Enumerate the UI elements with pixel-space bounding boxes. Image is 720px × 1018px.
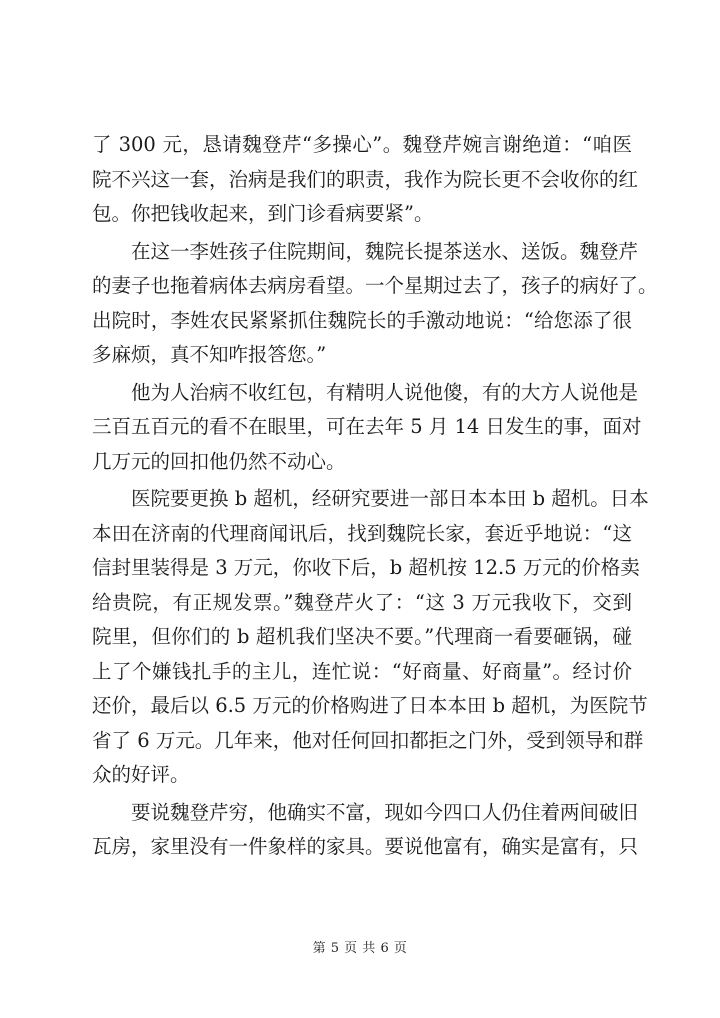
text-line: 在这一李姓孩子住院期间，魏院长提茶送水、送饭。魏登芹	[131, 239, 639, 263]
text-line: 省了 6 万元。几年来，他对任何回扣都拒之门外，受到领导和群	[92, 728, 644, 752]
text-line: 出院时，李姓农民紧紧抓住魏院长的手激动地说：“给您添了很	[92, 308, 632, 332]
text-line: 给贵院，有正规发票。”魏登芹火了：“这 3 万元我收下，交到	[92, 590, 632, 614]
text-line: 了 300 元，恳请魏登芹“多操心”。魏登芹婉言谢绝道：“咱医	[92, 133, 632, 156]
text-line: 信封里装得是 3 万元，你收下后，b 超机按 12.5 万元的价格卖	[92, 556, 640, 579]
text-line: 院里，但你们的 b 超机我们坚决不要。”代理商一看要砸锅，碰	[92, 625, 632, 648]
text-line: 几万元的回扣他仍然不动心。	[92, 449, 346, 473]
paragraph-3	[92, 376, 642, 480]
text-line: 的妻子也拖着病体去病房看望。一个星期过去了，孩子的病好了。	[92, 274, 658, 297]
text-line: 瓦房，家里没有一件象样的家具。要说他富有，确实是富有，只	[92, 835, 639, 858]
text-line: 众的好评。	[92, 763, 190, 786]
text-line: 要说魏登芹穷，他确实不富，现如今四口人仍住着两间破旧	[131, 800, 639, 824]
text-line: 院不兴这一套，治病是我们的职责，我作为院长更不会收你的红	[92, 167, 639, 191]
text-line: 三百五百元的看不在眼里，可在去年 5 月 14 日发生的事，面对	[92, 415, 642, 438]
paragraph-2	[92, 235, 658, 373]
page-footer: 第 5 页 共 6 页	[312, 941, 408, 956]
paragraph-1	[92, 128, 639, 232]
text-line: 还价，最后以 6.5 万元的价格购进了日本本田 b 超机，为医院节	[92, 694, 648, 717]
text-line: 上了个嫌钱扎手的主儿，连忙说：“好商量、好商量”。经讨价	[92, 659, 632, 683]
text-line: 他为人治病不收红包，有精明人说他傻，有的大方人说他是	[131, 380, 639, 404]
paragraph-4	[92, 482, 649, 793]
text-line: 本田在济南的代理商闻讯后，找到魏院长家，套近乎地说：“这	[92, 521, 632, 545]
paragraph-5	[92, 796, 639, 865]
text-line: 包。你把钱收起来，到门诊看病要紧”。	[92, 202, 434, 225]
text-line: 医院要更换 b 超机，经研究要进一部日本本田 b 超机。日本	[131, 487, 649, 510]
body-text	[92, 128, 658, 865]
text-line: 多麻烦，真不知咋报答您。”	[92, 343, 327, 366]
